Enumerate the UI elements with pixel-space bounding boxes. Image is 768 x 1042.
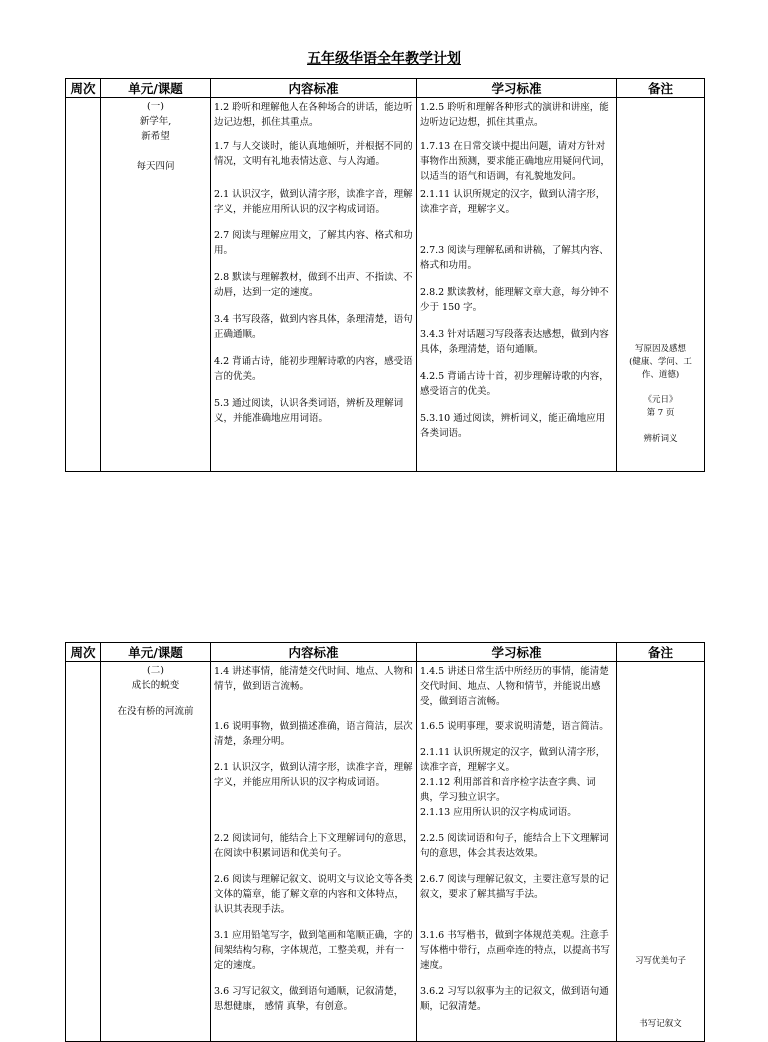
- standard-item: 3.1.6 书写楷书，做到字体规范美观。注意手写体楷中带行，点画牵连的特点，以提高书写速度。: [420, 930, 611, 971]
- remark-text: 作、道德): [641, 370, 680, 380]
- week-cell: [66, 662, 101, 1042]
- lesson-title: 在没有桥的河流前: [117, 706, 194, 717]
- content-item: 2.2 阅读词句，能结合上下文理解词句的意思，在阅读中积累词语和优美句子。: [214, 833, 413, 859]
- standard-item: 2.1.11 认识所规定的汉字，做到认清字形，读准字音，理解字义。 2.1.12 利用部首和音序检字法查字典、词典，学习独立识字。 2.1.13 应用所认识的汉字构成词语。: [420, 747, 606, 818]
- remark-text: (健康、学问、工: [629, 357, 692, 367]
- learning-standard-cell: [417, 662, 617, 1042]
- unit-number: (一): [147, 101, 164, 112]
- content-item: 3.4 书写段落，做到内容具体，条理清楚，语句正确通顺。: [214, 314, 413, 340]
- standard-item: 1.6.5 说明事理，要求说明清楚，语言简洁。: [420, 721, 609, 732]
- content-standard-cell: [211, 662, 417, 1042]
- remark-text: 写原因及感想: [634, 344, 686, 354]
- unit-number: (二): [147, 665, 164, 676]
- remark-text: 书写记叙文: [639, 1019, 682, 1029]
- header-remarks: 备注: [617, 643, 705, 662]
- unit-title-line: 新学年,: [139, 116, 172, 127]
- header-week: 周次: [66, 643, 101, 662]
- content-item: 2.1 认识汉字，做到认清字形，读准字音，理解字义，并能应用所认识的汉字构成词语。: [214, 189, 413, 215]
- header-row: [66, 79, 705, 98]
- content-item: 1.6 说明事物，做到描述准确，语言简洁，层次清楚，条理分明。: [214, 721, 413, 747]
- plan-table-1: [65, 78, 705, 472]
- remark-text: 辨析词义: [643, 434, 678, 444]
- standard-item: 2.1.11 认识所规定的汉字，做到认清字形，读准字音，理解字义。: [420, 189, 606, 215]
- header-content-standard: 内容标准: [211, 79, 417, 98]
- standard-item: 5.3.10 通过阅读，辨析词义，能正确地应用各类词语。: [420, 413, 606, 439]
- content-item: 5.3 通过阅读，认识各类词语，辨析及理解词义，并能准确地应用词语。: [214, 398, 404, 424]
- content-item: 1.4 讲述事情，能清楚交代时间、地点、人物和情节，做到语言流畅。: [214, 666, 413, 692]
- content-item: 1.7 与人交谈时，能认真地倾听，并根据不同的情况，文明有礼地表情达意、与人沟通。: [214, 141, 413, 167]
- lesson-title: 每天四问: [136, 161, 175, 172]
- plan-table-2: [65, 642, 705, 1042]
- content-item: 2.1 认识汉字，做到认清字形，读准字音，理解字义，并能应用所认识的汉字构成词语。: [214, 762, 413, 788]
- unit-cell: [101, 98, 211, 472]
- remark-text: 第 7 页: [646, 408, 675, 418]
- content-item: 4.2 背诵古诗，能初步理解诗歌的内容，感受语言的优美。: [214, 356, 413, 382]
- standard-item: 3.6.2 习写以叙事为主的记叙文，做到语句通顺，记叙清楚。: [420, 986, 609, 1012]
- header-learning-standard: 学习标准: [417, 643, 617, 662]
- standard-item: 1.7.13 在日常交谈中提出问题，请对方针对事物作出预测，要求能正确地应用疑问代词，以适当的语气和语调，有礼貌地发问。: [420, 141, 611, 182]
- standard-item: 2.7.3 阅读与理解私函和讲稿，了解其内容、格式和功用。: [420, 245, 609, 271]
- unit-title-line: 新希望: [141, 131, 170, 142]
- header-learning-standard: 学习标准: [417, 79, 617, 98]
- header-content-standard: 内容标准: [211, 643, 417, 662]
- header-remarks: 备注: [617, 79, 705, 98]
- page-title: 五年级华语全年教学计划: [307, 51, 461, 67]
- header-row: [66, 643, 705, 662]
- learning-standard-cell: [417, 98, 617, 472]
- content-item: 2.7 阅读与理解应用文，了解其内容、格式和功用。: [214, 230, 413, 256]
- standard-item: 2.6.7 阅读与理解记叙文，主要注意写景的记叙文，要求了解其描写手法。: [420, 874, 609, 900]
- header-unit: 单元/课题: [101, 643, 211, 662]
- table-row: [66, 662, 705, 1042]
- content-item: 3.1 应用铅笔写字，做到笔画和笔顺正确，字的间架结构匀称，字体规范，工整美观，并有一定的速度。: [214, 930, 413, 971]
- remark-text: 《元日》: [643, 395, 678, 405]
- header-unit: 单元/课题: [101, 79, 211, 98]
- standard-item: 1.2.5 聆听和理解各种形式的演讲和讲座，能边听边记边想，抓住其重点。: [420, 102, 609, 128]
- remark-text: 习写优美句子: [634, 956, 686, 966]
- content-item: 2.6 阅读与理解记叙文、说明文与议论文等各类文体的篇章，能了解文章的内容和文体特点，认识其表现手法。: [214, 874, 413, 915]
- standard-item: 2.8.2 默读教材，能理解文章大意，每分钟不少于 150 字。: [420, 287, 609, 313]
- content-item: 1.2 聆听和理解他人在各种场合的讲话，能边听边记边想，抓住其重点。: [214, 102, 413, 128]
- content-standard-cell: [211, 98, 417, 472]
- content-item: 2.8 默读与理解教材，做到不出声、不指读、不动唇，达到一定的速度。: [214, 272, 413, 298]
- standard-item: 4.2.5 背诵古诗十首，初步理解诗歌的内容，感受语言的优美。: [420, 371, 609, 397]
- unit-cell: [101, 662, 211, 1042]
- week-cell: [66, 98, 101, 472]
- standard-item: 1.4.5 讲述日常生活中所经历的事情，能清楚交代时间、地点、人物和情节，并能说出感受，做到语言流畅。: [420, 666, 609, 707]
- unit-title-line: 成长的蜕变: [131, 680, 180, 691]
- content-item: 3.6 习写记叙文，做到语句通顺，记叙清楚， 思想健康， 感情 真挚，有创意。: [214, 986, 404, 1012]
- remarks-cell: [617, 662, 705, 1042]
- standard-item: 2.2.5 阅读词语和句子，能结合上下文理解词句的意思，体会其表达效果。: [420, 833, 609, 859]
- table-row: [66, 98, 705, 472]
- remarks-cell: [617, 98, 705, 472]
- standard-item: 3.4.3 针对话题习写段落表达感想，做到内容具体，条理清楚，语句通顺。: [420, 329, 609, 355]
- header-week: 周次: [66, 79, 101, 98]
